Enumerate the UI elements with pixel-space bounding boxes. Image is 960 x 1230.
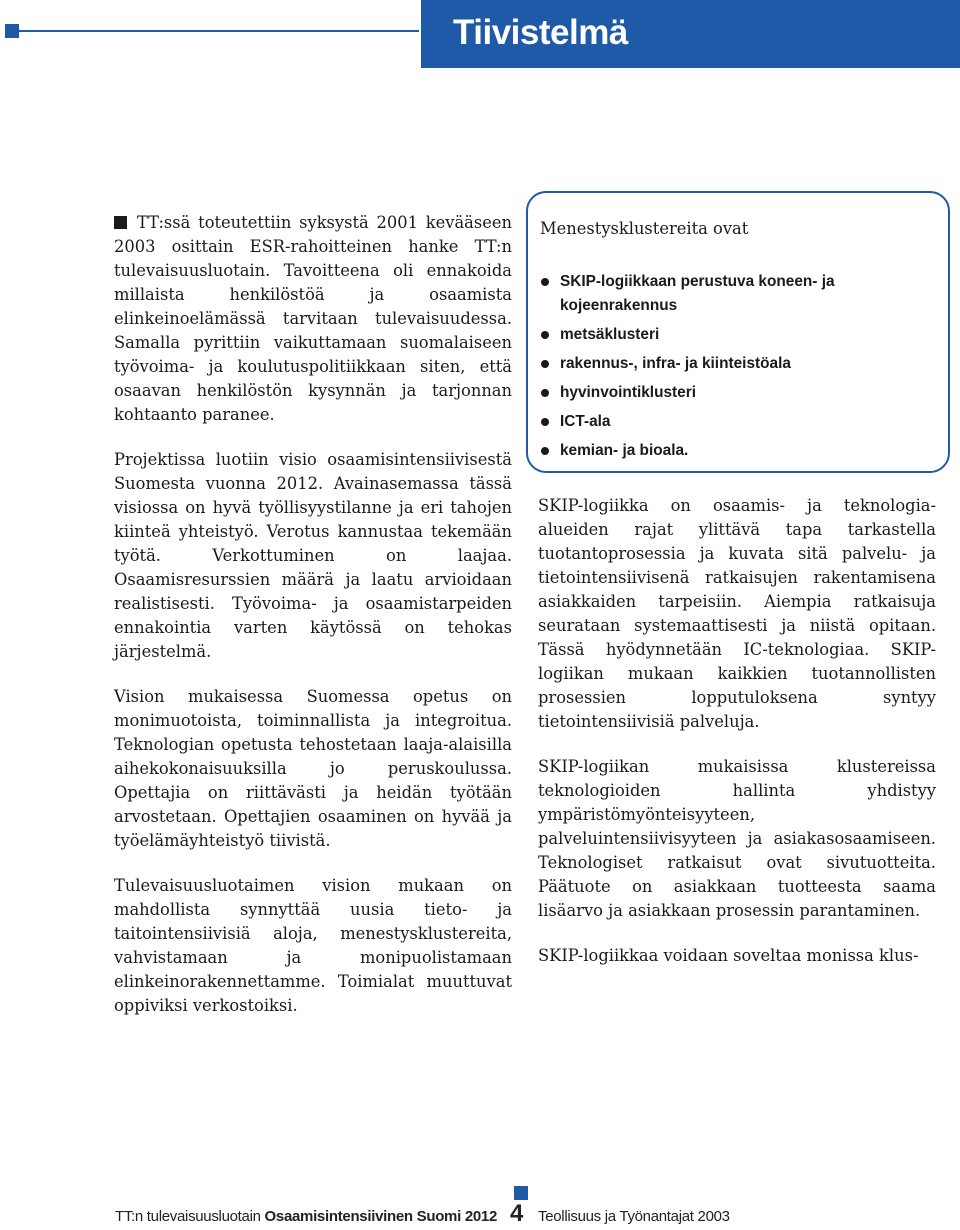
list-item	[540, 381, 920, 405]
bullet-icon	[541, 447, 549, 455]
list-item-label: ICT-ala	[560, 413, 611, 430]
paragraph: SKIP-logiikka on osaamis- ja teknologia-alueiden rajat ylittävä tapa tarkastella tuotantoprosessia ja kuvata sitä palvelu- ja tietointensiivisenä ratkaisujen rakentamisena asiakkaiden tarpeisiin. Aiempia ratkaisuja seurataan systemaattisesti ja niistä opitaan. Tässä hyödynnetään IC-teknologiaa. SKIP-logiikan mukaan kaikkien tuotannollisten prosessien lopputuloksena syntyy tietointensiivisiä palveluja.	[538, 496, 936, 731]
list-item	[540, 270, 920, 318]
bullet-icon	[541, 331, 549, 339]
list-item-label: SKIP-logiikkaan perustuva koneen- ja kojeenrakennus	[560, 273, 835, 314]
footer-series: TT:n tulevaisuusluotain	[114, 1208, 261, 1225]
list-item-label: rakennus-, infra- ja kiinteistöala	[560, 355, 791, 372]
bullet-icon	[541, 360, 549, 368]
paragraph: Tulevaisuusluotaimen vision mukaan on mahdollista synnyttää uusia tieto- ja taitointensiivisiä aloja, menestysklustereita, vahvistamaan ja monipuolistamaan elinkeinorakennettamme. Toimialat muuttuvat oppiviksi verkostoiksi.	[114, 876, 512, 1015]
footer-publisher: Teollisuus ja Työnantajat 2003	[538, 1208, 730, 1225]
bullet-icon	[541, 389, 549, 397]
paragraph: SKIP-logiikkaa voidaan soveltaa monissa klus-	[538, 946, 919, 965]
footer-report-title: Osaamisintensiivinen Suomi 2012	[264, 1208, 497, 1225]
list-item	[540, 439, 920, 463]
header-square-marker	[5, 24, 19, 38]
left-column	[114, 211, 512, 1039]
header-rule	[19, 30, 419, 32]
paragraph: Projektissa luotiin visio osaamisintensiivisestä Suomesta vuonna 2012. Avainasemassa tässä visiossa on hyvä työllisyystilanne ja eri tahojen kiinteä yhteistyö. Verotus kannustaa tekemään työtä. Verkottuminen on laajaa. Osaamisresurssien määrä ja laatu arvioidaan realistisesti. Työvoima- ja osaamistarpeiden ennakointia varten käytössä on tehokas järjestelmä.	[114, 450, 512, 661]
cluster-list	[540, 270, 920, 468]
cluster-box	[526, 191, 950, 473]
page-number: 4	[510, 1200, 524, 1227]
paragraph: TT:ssä toteutettiin syksystä 2001 kevääseen 2003 osittain ESR-rahoitteinen hanke TT:n tulevaisuusluotain. Tavoitteena oli ennakoida millaista henkilöstöä ja osaamista elinkeinoelämässä tarvitaan tulevaisuudessa. Samalla pyrittiin vaikuttamaan suomalaiseen työvoima- ja koulutuspolitiikkaan siten, että osaavan henkilöstön kysynnän ja tarjonnan kohtaanto paranee.	[114, 211, 512, 427]
page-footer	[0, 1200, 960, 1230]
right-column	[538, 494, 936, 989]
page-title: Tiivistelmä	[453, 13, 628, 52]
list-item	[540, 352, 920, 376]
footer-square-marker	[514, 1186, 528, 1200]
list-item-label: kemian- ja bioala.	[560, 442, 689, 459]
box-title: Menestysklustereita ovat	[540, 219, 749, 238]
bullet-icon	[541, 278, 549, 286]
list-item-label: hyvinvointiklusteri	[560, 384, 696, 401]
bullet-icon	[541, 418, 549, 426]
list-item-label: metsäklusteri	[560, 326, 660, 343]
list-item	[540, 410, 920, 434]
footer-publication	[115, 1208, 497, 1225]
paragraph: Vision mukaisessa Suomessa opetus on monimuotoista, toiminnallista ja integroitua. Teknologian opetusta tehostetaan laaja-alaisilla aihekokonaisuuksilla jo peruskoulussa. Opettajia on riittävästi ja heidän työtään arvostetaan. Opettajien osaaminen on hyvää ja työelämäyhteistyö tiivistä.	[114, 687, 512, 850]
paragraph: SKIP-logiikan mukaisissa klustereissa teknologioiden hallinta yhdistyy ympäristömyönteisyyteen, palveluintensiivisyyteen ja asiakasosaamiseen. Teknologiset ratkaisut ovat sivutuotteita. Päätuote on asiakkaan tuotteesta saama lisäarvo ja asiakkaan prosessin parantaminen.	[538, 757, 936, 920]
list-item	[540, 323, 920, 347]
